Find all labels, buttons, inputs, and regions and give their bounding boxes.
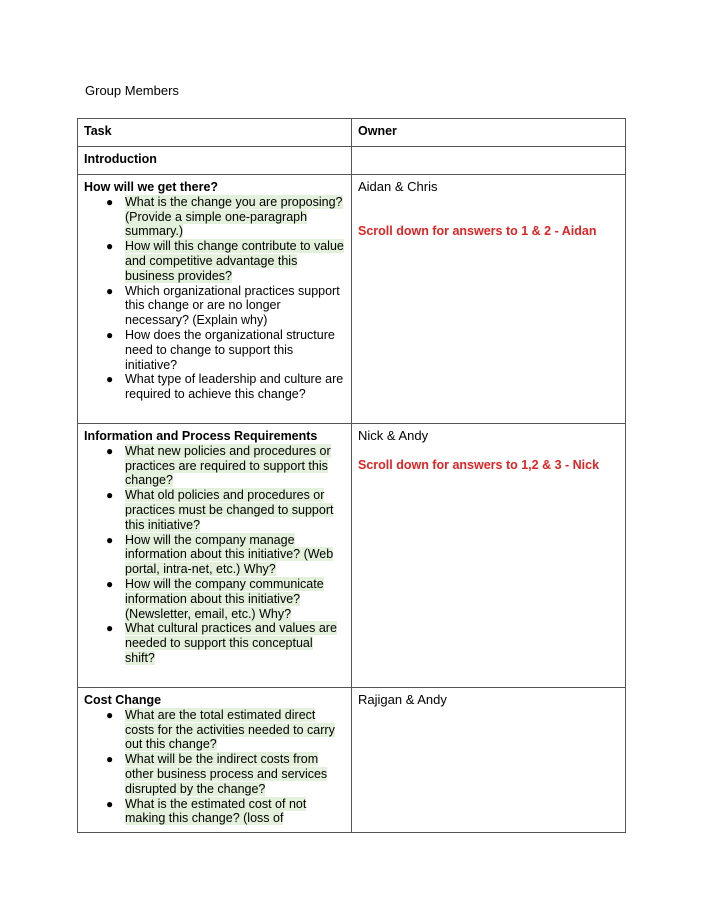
question-text: How will this change contribute to value and competitive advantage this business provides? [125, 239, 344, 283]
bullet-icon: ● [106, 621, 114, 636]
task-title: Cost Change [84, 693, 162, 707]
task-title: Introduction [78, 147, 352, 175]
bullet-icon: ● [106, 576, 114, 591]
bullet-icon: ● [106, 707, 114, 722]
answer-note: Scroll down for answers to 1,2 & 3 - Nick [358, 457, 600, 472]
bullet-icon: ● [106, 443, 114, 458]
list-item [106, 576, 345, 621]
bullet-icon: ● [106, 796, 114, 811]
task-cell [78, 175, 352, 424]
question-text: What old policies and procedures or practices must be changed to support this initiative? [125, 488, 334, 532]
task-title: Information and Process Requirements [84, 429, 318, 443]
group-members-heading: Group Members [85, 83, 179, 98]
list-item [106, 796, 345, 827]
question-text: Which organizational practices support this change or are no longer necessary? (Explain why) [125, 283, 340, 328]
list-item [106, 443, 345, 488]
bullet-icon: ● [106, 372, 114, 387]
answer-note: Scroll down for answers to 1 & 2 - Aidan [358, 223, 597, 238]
owner-cell [352, 688, 626, 833]
task-table [77, 118, 626, 833]
list-item [106, 752, 345, 796]
task-cell [78, 424, 352, 688]
question-list [84, 444, 345, 666]
question-text: What cultural practices and values are needed to support this conceptual shift? [125, 621, 337, 665]
row-introduction [78, 147, 626, 175]
question-text: What is the estimated cost of not making this change? (loss of [125, 796, 307, 826]
list-item [106, 239, 345, 283]
question-list [84, 195, 345, 402]
bullet-icon: ● [106, 194, 114, 209]
bullet-icon: ● [106, 752, 114, 767]
question-list [84, 708, 345, 826]
owner-cell [352, 424, 626, 688]
list-item [106, 194, 345, 239]
list-item [106, 532, 345, 577]
header-task: Task [78, 119, 352, 147]
question-text: How will the company manage information about this initiative? (Web portal, intra-net, etc.) Why? [125, 532, 334, 577]
list-item [106, 621, 345, 665]
bullet-icon: ● [106, 488, 114, 503]
question-text: What are the total estimated direct costs for the activities needed to carry out this change? [125, 707, 335, 752]
header-owner: Owner [352, 119, 626, 147]
list-item [106, 707, 345, 752]
question-text: What is the change you are proposing? (Provide a simple one-paragraph summary.) [125, 194, 343, 239]
task-owner: Aidan & Chris [358, 179, 438, 194]
bullet-icon: ● [106, 239, 114, 254]
owner-cell [352, 175, 626, 424]
bullet-icon: ● [106, 532, 114, 547]
task-owner [352, 147, 626, 175]
question-text: What will be the indirect costs from other business process and services disrupted by the change? [125, 752, 328, 796]
list-item [106, 327, 345, 372]
task-cell [78, 688, 352, 833]
list-item [106, 372, 345, 402]
table-header-row [78, 119, 626, 147]
bullet-icon: ● [106, 327, 114, 342]
question-text: What new policies and procedures or practices are required to support this change? [125, 443, 331, 488]
task-owner: Nick & Andy [358, 428, 429, 443]
question-text: What type of leadership and culture are required to achieve this change? [125, 372, 344, 402]
task-title: How will we get there? [84, 180, 219, 194]
row-cost-change [78, 688, 626, 833]
task-owner: Rajigan & Andy [358, 692, 447, 707]
question-text: How does the organizational structure need to change to support this initiative? [125, 327, 335, 372]
row-how-will-we-get-there [78, 175, 626, 424]
list-item [106, 488, 345, 532]
list-item [106, 283, 345, 328]
question-text: How will the company communicate information about this initiative? (Newsletter, email, etc.) Why? [125, 576, 324, 621]
bullet-icon: ● [106, 283, 114, 298]
row-information-and-process [78, 424, 626, 688]
